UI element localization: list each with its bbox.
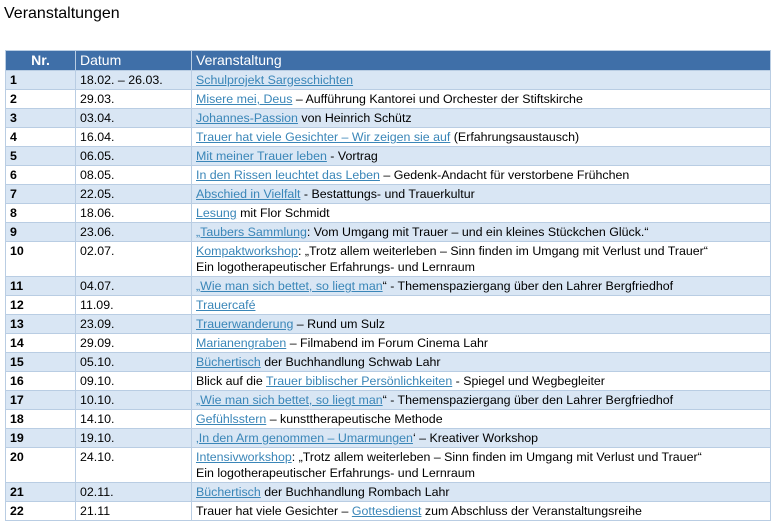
cell-date: 02.07. (76, 242, 192, 277)
event-text-pre: Trauer hat viele Gesichter – (196, 504, 352, 518)
table-row (6, 90, 771, 109)
cell-event (192, 204, 771, 223)
cell-nr: 2 (6, 90, 76, 109)
event-text-post: ‘ – Kreativer Workshop (412, 431, 539, 445)
cell-event (192, 128, 771, 147)
table-row (6, 334, 771, 353)
event-text-post: : „Trotz allem weiterleben – Sinn finden im Umgang mit Verlust und Trauer“ (291, 450, 702, 464)
cell-event (192, 483, 771, 502)
column-header-nr: Nr. (6, 51, 76, 71)
event-link[interactable]: Lesung (196, 206, 237, 220)
event-link[interactable]: Büchertisch (196, 355, 261, 369)
event-link[interactable]: Gefühlsstern (196, 412, 267, 426)
cell-event (192, 185, 771, 204)
cell-date: 21.11 (76, 502, 192, 521)
cell-event (192, 71, 771, 90)
cell-date: 11.09. (76, 296, 192, 315)
cell-nr: 4 (6, 128, 76, 147)
event-text-post: mit Flor Schmidt (236, 206, 330, 220)
table-row (6, 372, 771, 391)
cell-nr: 10 (6, 242, 76, 277)
cell-date: 19.10. (76, 429, 192, 448)
event-link[interactable]: Intensivworkshop (196, 450, 292, 464)
cell-event (192, 410, 771, 429)
table-row (6, 429, 771, 448)
cell-date: 05.10. (76, 353, 192, 372)
cell-date: 29.03. (76, 90, 192, 109)
cell-nr: 6 (6, 166, 76, 185)
cell-event (192, 242, 771, 277)
cell-nr: 18 (6, 410, 76, 429)
cell-date: 18.02. – 26.03. (76, 71, 192, 90)
event-text-post: – Aufführung Kantorei und Orchester der Stiftskirche (292, 92, 583, 106)
table-row (6, 242, 771, 277)
event-text-post: - Spiegel und Wegbegleiter (452, 374, 605, 388)
column-header-event: Veranstaltung (192, 51, 771, 71)
event-text-post: von Heinrich Schütz (297, 111, 412, 125)
cell-nr: 5 (6, 147, 76, 166)
cell-date: 23.09. (76, 315, 192, 334)
event-text-post: : Vom Umgang mit Trauer – und ein kleines Stückchen Glück.“ (306, 225, 649, 239)
cell-nr: 7 (6, 185, 76, 204)
event-link[interactable]: Marianengraben (196, 336, 287, 350)
table-row (6, 296, 771, 315)
cell-nr: 19 (6, 429, 76, 448)
table-row (6, 128, 771, 147)
table-row (6, 166, 771, 185)
cell-date: 10.10. (76, 391, 192, 410)
page-title: Veranstaltungen (4, 5, 120, 22)
event-link[interactable]: Misere mei, Deus (196, 92, 293, 106)
event-link[interactable]: Mit meiner Trauer leben (196, 149, 327, 163)
table-row (6, 315, 771, 334)
cell-nr: 8 (6, 204, 76, 223)
cell-event (192, 372, 771, 391)
event-link[interactable]: Trauer biblischer Persönlichkeiten (266, 374, 453, 388)
cell-date: 06.05. (76, 147, 192, 166)
cell-event (192, 277, 771, 296)
event-text-post: – Filmabend im Forum Cinema Lahr (286, 336, 489, 350)
table-row (6, 204, 771, 223)
event-link[interactable]: Trauer hat viele Gesichter – Wir zeigen sie auf (196, 130, 451, 144)
table-row (6, 223, 771, 242)
table-row (6, 277, 771, 296)
cell-event (192, 109, 771, 128)
event-text-post: “ - Themenspaziergang über den Lahrer Bergfriedhof (382, 279, 674, 293)
event-link[interactable]: „Wie man sich bettet, so liegt man (196, 279, 383, 293)
event-link[interactable]: „Taubers Sammlung (196, 225, 307, 239)
table-row (6, 185, 771, 204)
table-header-row (6, 51, 771, 71)
cell-date: 03.04. (76, 109, 192, 128)
cell-date: 14.10. (76, 410, 192, 429)
table-row (6, 483, 771, 502)
cell-event (192, 448, 771, 483)
cell-nr: 9 (6, 223, 76, 242)
event-text-post: zum Abschluss der Veranstaltungsreihe (421, 504, 642, 518)
cell-event (192, 391, 771, 410)
cell-nr: 12 (6, 296, 76, 315)
cell-event (192, 429, 771, 448)
cell-event (192, 296, 771, 315)
cell-date: 04.07. (76, 277, 192, 296)
cell-event (192, 90, 771, 109)
event-link[interactable]: Gottesdienst (351, 504, 422, 518)
cell-date: 16.04. (76, 128, 192, 147)
table-row (6, 109, 771, 128)
cell-nr: 14 (6, 334, 76, 353)
event-text-post: der Buchhandlung Schwab Lahr (260, 355, 441, 369)
table-row (6, 71, 771, 90)
cell-event (192, 147, 771, 166)
cell-date: 18.06. (76, 204, 192, 223)
cell-event (192, 502, 771, 521)
event-link[interactable]: Büchertisch (196, 485, 261, 499)
event-link[interactable]: Schulprojekt Sargeschichten (196, 73, 354, 87)
event-subtitle: Ein logotherapeutischer Erfahrungs- und Lernraum (196, 466, 475, 480)
event-text-post: - Bestattungs- und Trauerkultur (300, 187, 475, 201)
cell-nr: 21 (6, 483, 76, 502)
event-link[interactable]: ‚In den Arm genommen – Umarmungen (196, 431, 413, 445)
event-text-post: - Vortrag (326, 149, 378, 163)
column-header-date: Datum (76, 51, 192, 71)
cell-event (192, 166, 771, 185)
table-row (6, 410, 771, 429)
cell-event (192, 223, 771, 242)
cell-date: 09.10. (76, 372, 192, 391)
cell-date: 24.10. (76, 448, 192, 483)
cell-nr: 13 (6, 315, 76, 334)
event-text-pre: Blick auf die (196, 374, 267, 388)
cell-nr: 3 (6, 109, 76, 128)
cell-date: 29.09. (76, 334, 192, 353)
event-link[interactable]: In den Rissen leuchtet das Leben (196, 168, 380, 182)
cell-date: 02.11. (76, 483, 192, 502)
event-link[interactable]: „Wie man sich bettet, so liegt man (196, 393, 383, 407)
event-text-post: der Buchhandlung Rombach Lahr (260, 485, 450, 499)
event-subtitle: Ein logotherapeutischer Erfahrungs- und Lernraum (196, 260, 475, 274)
cell-event (192, 353, 771, 372)
table-row (6, 147, 771, 166)
event-text-post: (Erfahrungsaustausch) (450, 130, 580, 144)
cell-nr: 11 (6, 277, 76, 296)
table-row (6, 502, 771, 521)
cell-nr: 22 (6, 502, 76, 521)
cell-date: 08.05. (76, 166, 192, 185)
cell-date: 23.06. (76, 223, 192, 242)
cell-nr: 1 (6, 71, 76, 90)
cell-nr: 17 (6, 391, 76, 410)
table-row (6, 448, 771, 483)
cell-event (192, 315, 771, 334)
event-text-post: – Rund um Sulz (293, 317, 385, 331)
cell-event (192, 334, 771, 353)
event-text-post: – kunsttherapeutische Methode (266, 412, 443, 426)
event-link[interactable]: Johannes-Passion (196, 111, 298, 125)
cell-date: 22.05. (76, 185, 192, 204)
event-link[interactable]: Trauerwanderung (196, 317, 294, 331)
cell-nr: 15 (6, 353, 76, 372)
table-row (6, 353, 771, 372)
cell-nr: 16 (6, 372, 76, 391)
event-text-post: – Gedenk-Andacht für verstorbene Frühchen (379, 168, 630, 182)
event-link[interactable]: Kompaktworkshop (196, 244, 298, 258)
event-link[interactable]: Abschied in Vielfalt (196, 187, 301, 201)
event-text-post: : „Trotz allem weiterleben – Sinn finden im Umgang mit Verlust und Trauer“ (297, 244, 708, 258)
table-row (6, 391, 771, 410)
cell-nr: 20 (6, 448, 76, 483)
event-text-post: “ - Themenspaziergang über den Lahrer Bergfriedhof (382, 393, 674, 407)
event-link[interactable]: Trauercafé (196, 298, 256, 312)
events-table (5, 50, 771, 521)
